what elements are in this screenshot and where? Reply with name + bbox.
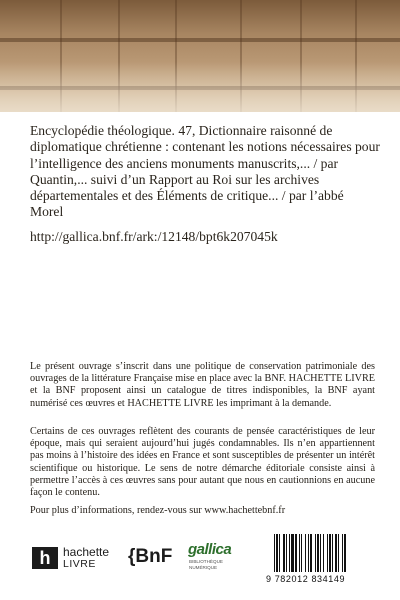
banner-fade bbox=[0, 62, 400, 112]
bookshelf-banner-image bbox=[0, 0, 400, 112]
isbn-barcode bbox=[266, 534, 374, 586]
barcode-bars-icon bbox=[272, 534, 372, 574]
hachette-sub: LIVRE bbox=[63, 558, 96, 570]
barcode-digits: 9 782012 834149 bbox=[266, 574, 346, 584]
gallica-link[interactable]: http://gallica.bnf.fr/ark:/12148/bpt6k207045k bbox=[30, 229, 278, 244]
hachette-livre-logo bbox=[32, 543, 118, 573]
bnf-logo: {BnF bbox=[128, 546, 173, 567]
notice-paragraph-2: Certains de ces ouvrages reflètent des courants de pensée caractéristiques de leur époque, mais qui seraient aujourd’hui jugés condamnables. Ils n’en appartiennent pas moins à l’histoire des idées en France et sont susceptibles de présenter un intérêt scientifique ou historique. Le sens de notre démarche éditoriale consiste ainsi à permettre l’accès à ces œuvres sans pour autant que nous en cautionnions en aucune façon le contenu. bbox=[30, 426, 375, 499]
gallica-subtitle: BIBLIOTHÈQUE NUMÉRIQUE bbox=[189, 559, 223, 570]
hachette-mark-icon: h bbox=[32, 547, 58, 569]
notice-paragraph-1: Le présent ouvrage s’inscrit dans une politique de conservation patrimoniale des ouvrages de la littérature Française mise en place avec la BNF. HACHETTE LIVRE et la BNF proposent ainsi un catalogue de titres indisponibles, la BNF ayant numérisé ces œuvres et HACHETTE LIVRE les imprimant à la demande. bbox=[30, 361, 375, 409]
gallica-logo bbox=[188, 541, 232, 577]
gallica-wordmark: gallica bbox=[188, 541, 232, 558]
publisher-logos bbox=[30, 536, 375, 584]
hachette-name: hachette bbox=[63, 545, 110, 559]
book-title: Encyclopédie théologique. 47, Dictionnaire raisonné de diplomatique chrétienne : contenant les notions nécessaires pour l’intelligence des anciens monuments manuscrits,... / par Quantin,... suivi d’un Rapport au Roi sur les archives départementales et des Éléments de critique... / par l’abbé Morel bbox=[30, 123, 380, 220]
more-info-text: Pour plus d’informations, rendez-vous sur www.hachettebnf.fr bbox=[30, 505, 286, 516]
